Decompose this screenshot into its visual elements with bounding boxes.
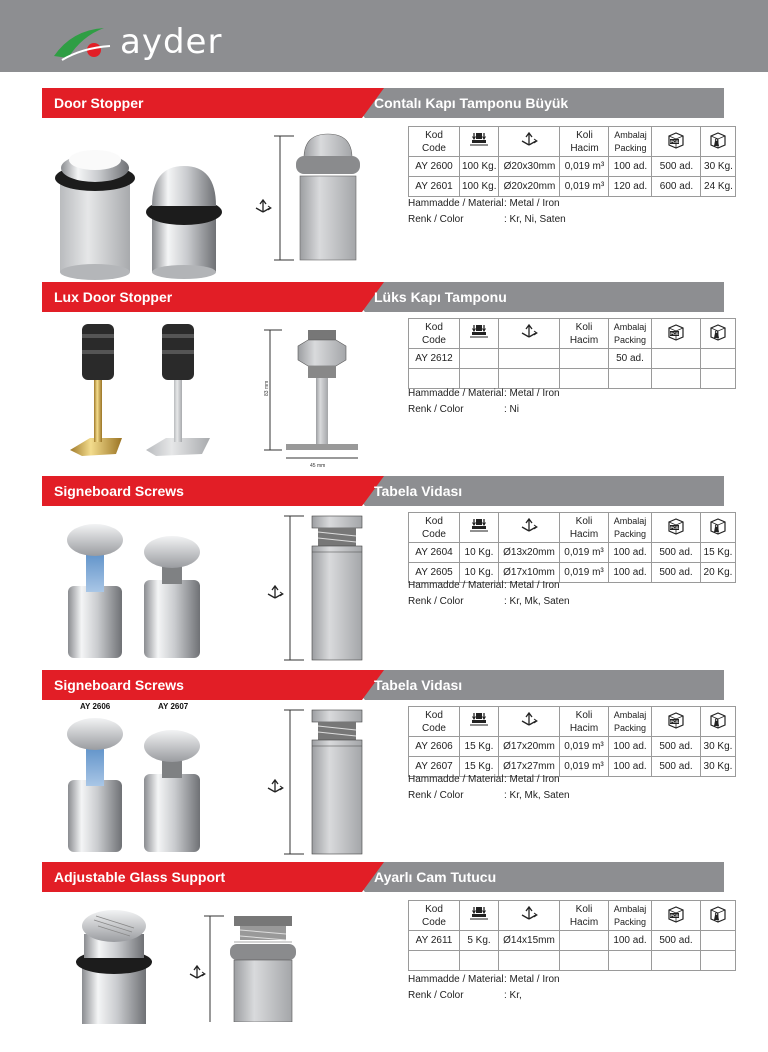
- glass-support-drawing: [186, 912, 306, 1022]
- signeboard-screw-drawing: [260, 706, 380, 858]
- door-stopper-drawing: [250, 128, 380, 268]
- cell-box: 500 ad.: [652, 757, 701, 777]
- col-packing-header: [609, 901, 652, 931]
- section-title-tr: Tabela Vidası: [374, 483, 463, 499]
- color-line: [408, 402, 560, 418]
- material-notes: [408, 578, 570, 610]
- cell-box: 500 ad.: [652, 543, 701, 563]
- col-volume-header: [560, 901, 609, 931]
- col-packing-label: Ambalaj Packing: [614, 129, 647, 153]
- section-title-band: [42, 476, 724, 506]
- logo-swoosh-icon: [52, 20, 122, 66]
- cell-code: AY 2605: [409, 563, 460, 583]
- cell-weight: [701, 951, 736, 971]
- section-title-band: [42, 670, 724, 700]
- cell-load: 15 Kg.: [460, 737, 499, 757]
- cell-load: 10 Kg.: [460, 543, 499, 563]
- cell-load: 15 Kg.: [460, 757, 499, 777]
- table-row: [409, 951, 736, 971]
- cell-volume: 0,019 m³: [560, 757, 609, 777]
- dimension-arrows-icon-header: [499, 707, 560, 737]
- dimension-arrows-icon-header: [499, 901, 560, 931]
- dimension-arrows-icon: [520, 517, 538, 535]
- color-line: [408, 594, 570, 610]
- dimension-arrows-icon: [520, 905, 538, 923]
- material-value: : Metal / Iron: [504, 974, 560, 985]
- section-title-en: Lux Door Stopper: [54, 289, 173, 305]
- load-weight-icon-header: [460, 127, 499, 157]
- color-value: : Kr,: [504, 990, 522, 1001]
- color-label: Renk / Color: [408, 790, 464, 801]
- cell-size: Ø20x30mm: [499, 157, 560, 177]
- color-value: : Kr, Ni, Saten: [504, 214, 566, 225]
- cell-weight: 24 Kg.: [701, 177, 736, 197]
- cell-code: AY 2601: [409, 177, 460, 197]
- pcs-box-icon: [667, 711, 685, 729]
- spec-table: [408, 126, 736, 197]
- col-volume-header: [560, 707, 609, 737]
- color-value: : Kr, Mk, Saten: [504, 790, 570, 801]
- brand-name: ayder: [120, 22, 223, 62]
- cell-code: AY 2611: [409, 931, 460, 951]
- pcs-box-icon-header: [652, 901, 701, 931]
- dimension-arrows-icon-header: [499, 319, 560, 349]
- cell-packing: 100 ad.: [609, 563, 652, 583]
- cell-weight: [701, 931, 736, 951]
- col-volume-header: [560, 319, 609, 349]
- cell-volume: 0,019 m³: [560, 157, 609, 177]
- pcs-box-icon: [667, 323, 685, 341]
- table-row: [409, 737, 736, 757]
- box-weight-icon: [709, 131, 727, 149]
- cell-packing: 100 ad.: [609, 737, 652, 757]
- cell-box: [652, 349, 701, 369]
- load-weight-icon-header: [460, 319, 499, 349]
- color-label: Renk / Color: [408, 404, 464, 415]
- cell-load: 10 Kg.: [460, 563, 499, 583]
- pcs-box-icon: [667, 905, 685, 923]
- material-line: [408, 386, 560, 402]
- cell-code: AY 2607: [409, 757, 460, 777]
- load-weight-icon: [470, 131, 488, 149]
- color-line: [408, 788, 570, 804]
- col-packing-header: [609, 319, 652, 349]
- product-section: [0, 670, 768, 860]
- cell-size: Ø17x27mm: [499, 757, 560, 777]
- load-weight-icon: [470, 323, 488, 341]
- load-weight-icon-header: [460, 513, 499, 543]
- cell-size: Ø17x10mm: [499, 563, 560, 583]
- cell-code: AY 2606: [409, 737, 460, 757]
- cell-packing: 50 ad.: [609, 349, 652, 369]
- col-volume-label: Koli Hacim: [569, 321, 599, 346]
- box-weight-icon-header: [701, 127, 736, 157]
- cell-weight: 30 Kg.: [701, 157, 736, 177]
- pcs-box-icon: [667, 517, 685, 535]
- section-title-tr: Tabela Vidası: [374, 677, 463, 693]
- cell-weight: 20 Kg.: [701, 563, 736, 583]
- load-weight-icon: [470, 517, 488, 535]
- col-volume-label: Koli Hacim: [569, 903, 599, 928]
- page-header: [0, 0, 768, 72]
- cell-volume: 0,019 m³: [560, 543, 609, 563]
- glass-support-photo: [72, 904, 162, 1024]
- col-volume-label: Koli Hacim: [569, 709, 599, 734]
- section-title-en: Adjustable Glass Support: [54, 869, 226, 885]
- col-packing-label: Ambalaj Packing: [613, 709, 647, 733]
- section-title-en: Signeboard Screws: [54, 677, 184, 693]
- cell-code: [409, 951, 460, 971]
- box-weight-icon: [709, 905, 727, 923]
- cell-code: AY 2600: [409, 157, 460, 177]
- col-volume-label: Koli Hacim: [569, 515, 599, 540]
- material-label: Hammadde / Material: [408, 388, 504, 399]
- col-code-header: [409, 707, 460, 737]
- spec-table-header: [409, 513, 736, 543]
- cell-box: 500 ad.: [652, 737, 701, 757]
- box-weight-icon-header: [701, 319, 736, 349]
- material-label: Hammadde / Material: [408, 774, 504, 785]
- product-section: [0, 476, 768, 666]
- dimension-arrows-icon: [520, 323, 538, 341]
- cell-code: AY 2612: [409, 349, 460, 369]
- cell-weight: [701, 369, 736, 389]
- material-notes: [408, 772, 570, 804]
- cell-box: [652, 951, 701, 971]
- cell-size: Ø17x20mm: [499, 737, 560, 757]
- cell-code: AY 2604: [409, 543, 460, 563]
- col-volume-label: Koli Hacim: [570, 129, 599, 154]
- table-row: [409, 177, 736, 197]
- col-code-header: [409, 319, 460, 349]
- box-weight-icon: [709, 323, 727, 341]
- cell-box: 600 ad.: [652, 177, 701, 197]
- signeboard-screw-photo: [60, 522, 210, 662]
- material-line: [408, 772, 570, 788]
- pcs-box-icon-header: [652, 319, 701, 349]
- lux-door-stopper-drawing: [258, 326, 368, 470]
- cell-size: [499, 349, 560, 369]
- section-title-tr: Contalı Kapı Tamponu Büyük: [374, 95, 569, 111]
- pcs-box-icon-header: [652, 707, 701, 737]
- cell-packing: 120 ad.: [609, 177, 652, 197]
- col-code-label: Kod Code: [422, 903, 446, 928]
- pcs-box-icon-header: [652, 513, 701, 543]
- box-weight-icon-header: [701, 707, 736, 737]
- color-label: Renk / Color: [408, 214, 464, 225]
- cell-packing: 100 ad.: [609, 931, 652, 951]
- col-code-header: [409, 901, 460, 931]
- cell-size: Ø20x20mm: [499, 177, 560, 197]
- cell-weight: 15 Kg.: [701, 543, 736, 563]
- section-title-tr: Ayarlı Cam Tutucu: [374, 869, 497, 885]
- col-packing-header: [609, 127, 652, 157]
- material-value: : Metal / Iron: [504, 580, 560, 591]
- material-notes: [408, 972, 560, 1004]
- cell-size: Ø14x15mm: [499, 931, 560, 951]
- color-value: : Kr, Mk, Saten: [504, 596, 570, 607]
- section-title-band: [42, 862, 724, 892]
- color-label: Renk / Color: [408, 596, 464, 607]
- color-line: [408, 988, 560, 1004]
- cell-load: [460, 951, 499, 971]
- cell-weight: [701, 349, 736, 369]
- cell-load: 100 Kg.: [460, 177, 499, 197]
- table-row: [409, 349, 736, 369]
- dim-width-label: 45 mm: [310, 463, 326, 469]
- material-value: : Metal / Iron: [504, 774, 560, 785]
- box-weight-icon: [709, 711, 727, 729]
- col-volume-header: [560, 127, 609, 157]
- material-notes: [408, 196, 566, 228]
- cell-packing: 100 ad.: [609, 757, 652, 777]
- cell-volume: 0,019 m³: [560, 737, 609, 757]
- col-code-label: Kod Code: [422, 321, 446, 346]
- material-label: Hammadde / Material: [408, 580, 504, 591]
- section-title-band: [42, 88, 724, 118]
- col-code-label: Kod Code: [422, 129, 446, 154]
- cell-volume: [560, 369, 609, 389]
- cell-packing: 100 ad.: [609, 543, 652, 563]
- signeboard-screw-photo: [60, 716, 210, 856]
- cell-volume: [560, 951, 609, 971]
- col-packing-header: [609, 707, 652, 737]
- col-packing-label: Ambalaj Packing: [613, 903, 647, 927]
- dim-height-label: 83 mm: [264, 380, 270, 396]
- box-weight-icon-header: [701, 901, 736, 931]
- col-packing-label: Ambalaj Packing: [613, 515, 647, 539]
- dimension-arrows-icon: [520, 711, 538, 729]
- spec-table-header: [409, 901, 736, 931]
- material-label: Hammadde / Material: [408, 974, 504, 985]
- cell-size: Ø13x20mm: [499, 543, 560, 563]
- cell-volume: [560, 349, 609, 369]
- cell-load: [460, 349, 499, 369]
- dimension-arrows-icon-header: [499, 127, 560, 157]
- cell-packing: 100 ad.: [609, 157, 652, 177]
- cell-box: 500 ad.: [652, 157, 701, 177]
- load-weight-icon-header: [460, 901, 499, 931]
- door-stopper-photo: [48, 140, 228, 280]
- material-label: Hammadde / Material: [408, 198, 504, 209]
- cell-weight: 30 Kg.: [701, 757, 736, 777]
- cell-packing: [609, 951, 652, 971]
- product-section: [0, 88, 768, 278]
- section-title-en: Signeboard Screws: [54, 483, 184, 499]
- spec-table-header: [409, 707, 736, 737]
- product-label: AY 2606: [80, 702, 111, 711]
- pcs-box-icon: [667, 131, 685, 149]
- spec-table: [408, 706, 736, 777]
- section-title-en: Door Stopper: [54, 95, 144, 111]
- col-code-label: Kod Code: [422, 709, 446, 734]
- spec-table: [408, 512, 736, 583]
- lux-door-stopper-photo: [60, 320, 230, 462]
- color-line: [408, 212, 566, 228]
- cell-packing: [609, 369, 652, 389]
- spec-table-header: [409, 319, 736, 349]
- col-volume-header: [560, 513, 609, 543]
- product-section: [0, 282, 768, 472]
- box-weight-icon: [709, 517, 727, 535]
- cell-size: [499, 951, 560, 971]
- cell-weight: 30 Kg.: [701, 737, 736, 757]
- spec-table-header: [409, 127, 736, 157]
- product-label: AY 2607: [158, 702, 189, 711]
- col-packing-header: [609, 513, 652, 543]
- material-notes: [408, 386, 560, 418]
- material-value: : Metal / Iron: [504, 198, 560, 209]
- load-weight-icon-header: [460, 707, 499, 737]
- cell-box: [652, 369, 701, 389]
- table-row: [409, 157, 736, 177]
- col-code-label: Kod Code: [422, 515, 446, 540]
- section-title-tr: Lüks Kapı Tamponu: [374, 289, 507, 305]
- material-line: [408, 972, 560, 988]
- cell-box: 500 ad.: [652, 563, 701, 583]
- cell-load: 5 Kg.: [460, 931, 499, 951]
- col-packing-label: Ambalaj Packing: [613, 321, 647, 345]
- material-value: : Metal / Iron: [504, 388, 560, 399]
- brand-logo: [52, 20, 232, 66]
- cell-volume: 0,019 m³: [560, 563, 609, 583]
- material-line: [408, 196, 566, 212]
- table-row: [409, 543, 736, 563]
- dimension-arrows-icon: [520, 131, 538, 149]
- cell-box: 500 ad.: [652, 931, 701, 951]
- dimension-arrows-icon-header: [499, 513, 560, 543]
- load-weight-icon: [470, 711, 488, 729]
- cell-load: 100 Kg.: [460, 157, 499, 177]
- load-weight-icon: [470, 905, 488, 923]
- pcs-box-icon-header: [652, 127, 701, 157]
- col-code-header: [409, 513, 460, 543]
- cell-volume: [560, 931, 609, 951]
- cell-volume: 0,019 m³: [560, 177, 609, 197]
- material-line: [408, 578, 570, 594]
- section-title-band: [42, 282, 724, 312]
- col-code-header: [409, 127, 460, 157]
- box-weight-icon-header: [701, 513, 736, 543]
- spec-table: [408, 900, 736, 971]
- signeboard-screw-drawing: [260, 512, 380, 664]
- spec-table: [408, 318, 736, 389]
- table-row: [409, 931, 736, 951]
- color-label: Renk / Color: [408, 990, 464, 1001]
- color-value: : Ni: [504, 404, 519, 415]
